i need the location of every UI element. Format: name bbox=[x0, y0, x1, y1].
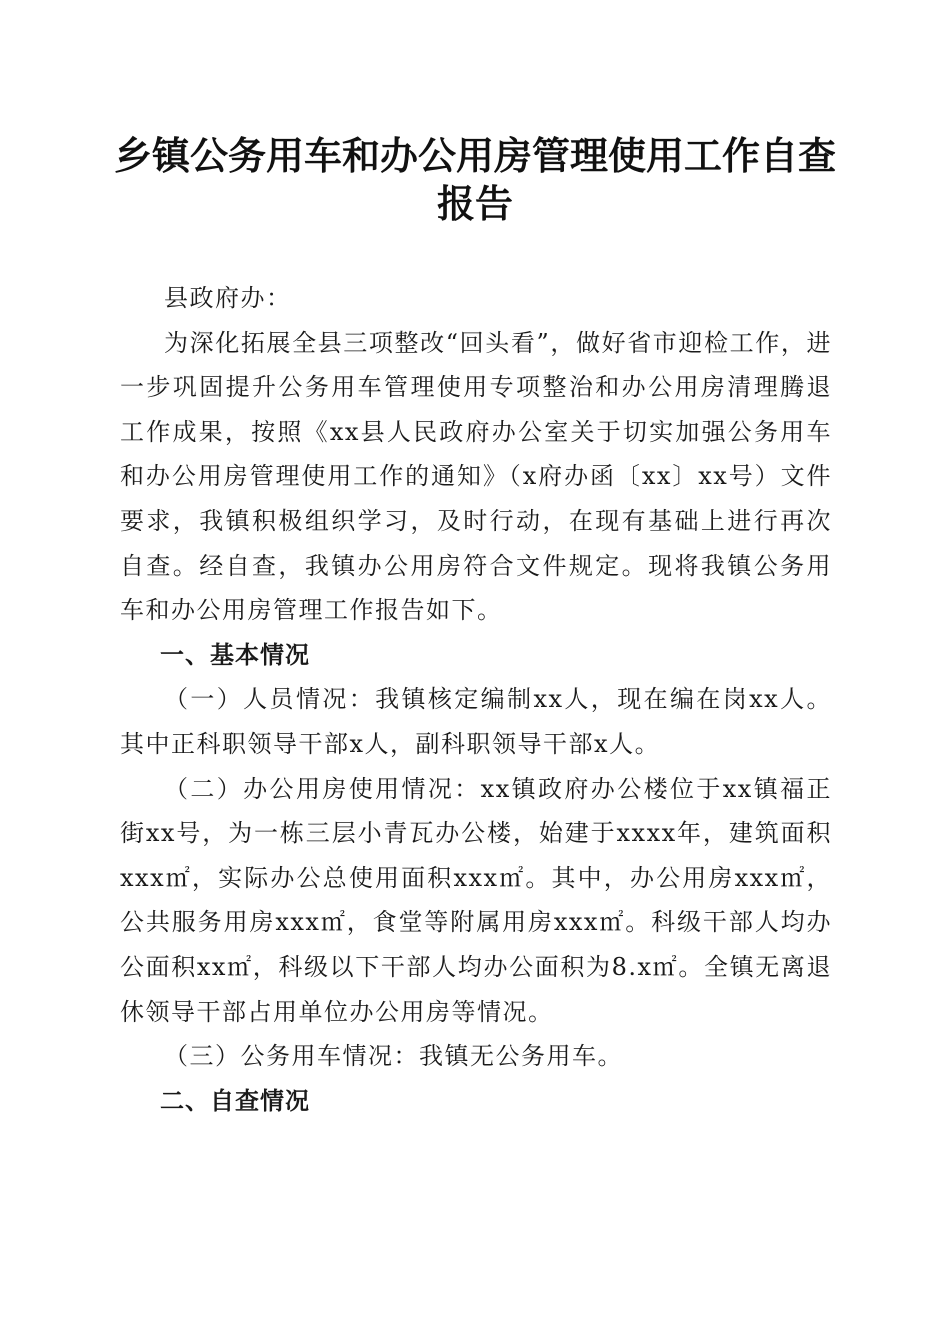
item-office-space: （二）办公用房使用情况：xx镇政府办公楼位于xx镇福正街xx号，为一栋三层小青瓦办公楼，始建于xxxx年，建筑面积xxx㎡，实际办公总使用面积xxx㎡。其中，办公用房xxx㎡，公共服务用房xxx㎡，食堂等附属用房xxx㎡。科级干部人均办公面积xx㎡，科级以下干部人均办公面积为8.x㎡。全镇无离退休领导干部占用单位办公用房等情况。 bbox=[120, 774, 832, 1026]
salutation: 县政府办： bbox=[164, 284, 292, 312]
section-heading-basic: 一、基本情况 bbox=[160, 640, 310, 669]
document-body bbox=[120, 276, 832, 1123]
item-personnel: （一）人员情况：我镇核定编制xx人，现在编在岗xx人。其中正科职领导干部x人，副科职领导干部x人。 bbox=[120, 685, 832, 758]
item-official-vehicles: （三）公务用车情况：我镇无公务用车。 bbox=[164, 1042, 623, 1071]
intro-paragraph: 为深化拓展全县三项整改“回头看”，做好省市迎检工作，进一步巩固提升公务用车管理使用专项整治和办公用房清理腾退工作成果，按照《xx县人民政府办公室关于切实加强公务用车和办公用房管理使用工作的通知》（x府办函〔xx〕xx号）文件要求，我镇积极组织学习，及时行动，在现有基础上进行再次自查。经自查，我镇办公用房符合文件规定。现将我镇公务用车和办公用房管理工作报告如下。 bbox=[120, 328, 832, 625]
document-title: 乡镇公务用车和办公用房管理使用工作自查报告 bbox=[113, 133, 836, 226]
section-heading-self-check: 二、自查情况 bbox=[160, 1086, 310, 1115]
